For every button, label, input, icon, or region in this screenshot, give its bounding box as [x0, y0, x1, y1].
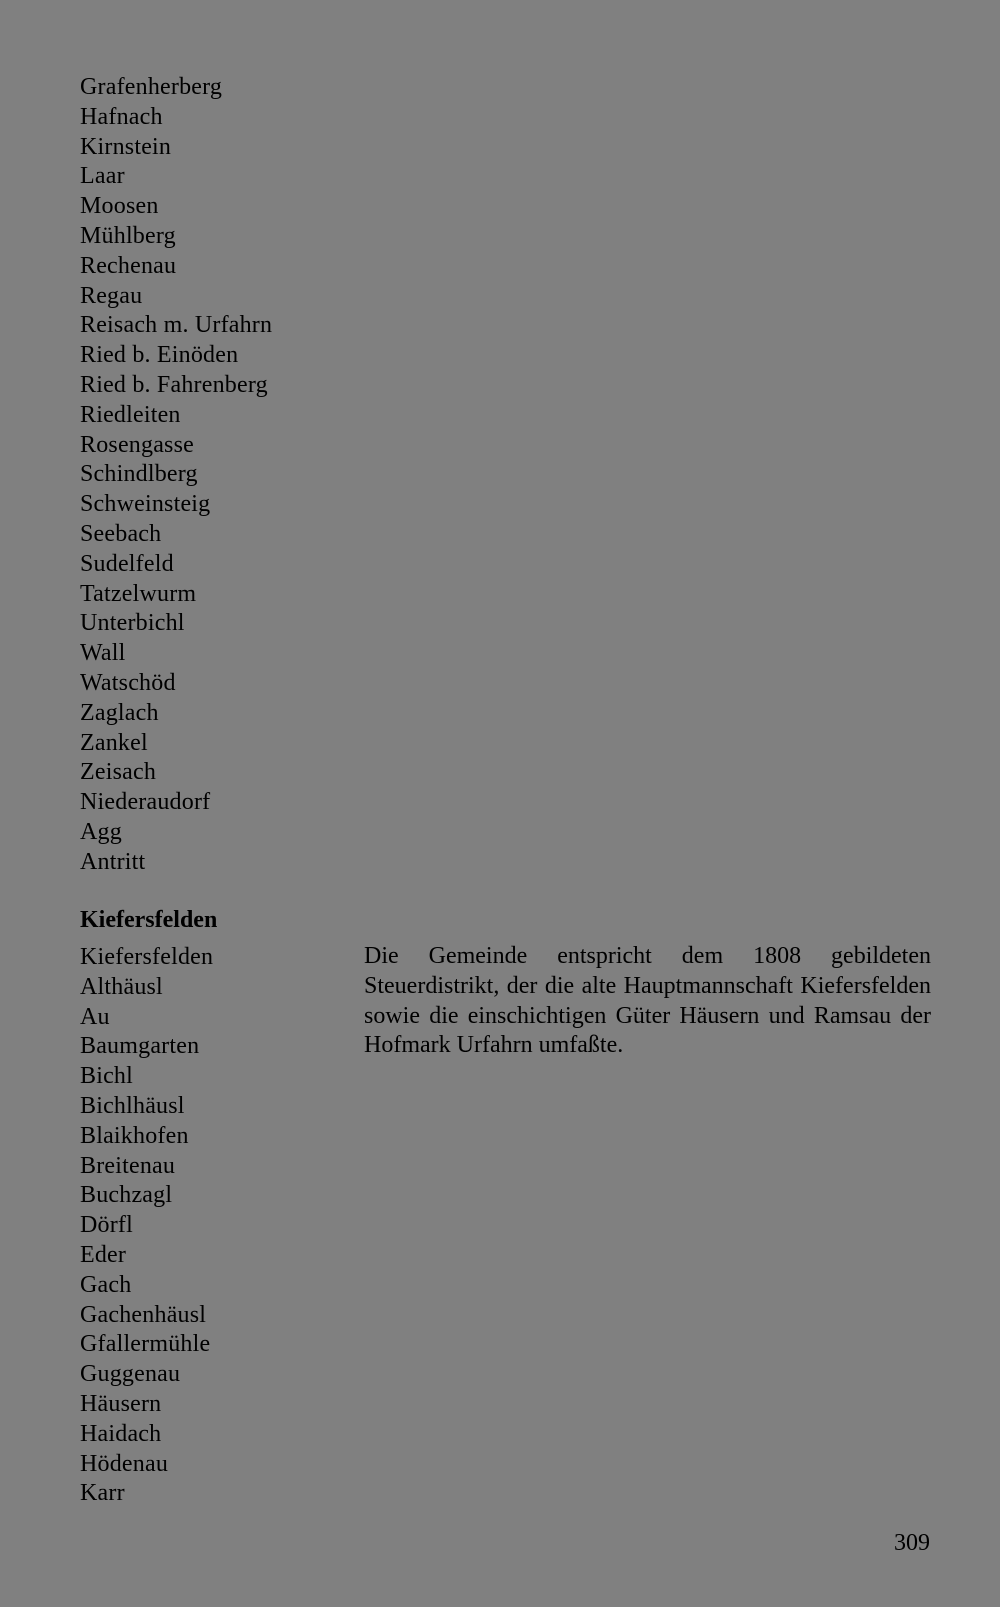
list-item: Tatzelwurm — [80, 580, 197, 607]
list-item: Agg — [80, 818, 122, 845]
list-item: Althäusl — [80, 973, 163, 1000]
list-item: Reisach m. Urfahrn — [80, 312, 273, 339]
list-item: Au — [80, 1003, 110, 1030]
place-list-section — [80, 943, 213, 1509]
list-item: Antritt — [80, 848, 146, 875]
list-item: Bichl — [80, 1063, 133, 1090]
list-item: Kiefersfelden — [80, 944, 214, 970]
list-item: Hafnach — [80, 103, 163, 130]
list-item: Mühlberg — [80, 222, 176, 249]
section-description: Die Gemeinde entspricht dem 1808 gebildeten Steuerdistrikt, der die alte Hauptmannschaft Kiefersfelden sowie die einschichtigen Güter Häusern und Ramsau der Hofmark Urfahrn umfaßte. — [364, 943, 931, 1059]
list-item: Karr — [80, 1480, 125, 1507]
list-item: Zankel — [80, 729, 148, 756]
list-item: Moosen — [80, 193, 159, 220]
list-item: Haidach — [80, 1420, 162, 1447]
list-item: Gach — [80, 1271, 132, 1298]
place-list-top — [80, 73, 272, 878]
list-item: Kirnstein — [80, 133, 172, 160]
list-item: Guggenau — [80, 1361, 181, 1388]
list-item: Dörfl — [80, 1212, 133, 1239]
list-item: Buchzagl — [80, 1182, 173, 1209]
list-item: Watschöd — [80, 669, 176, 696]
list-item: Ried b. Fahrenberg — [80, 371, 268, 398]
list-item: Schindlberg — [80, 461, 198, 488]
list-item: Niederaudorf — [80, 789, 211, 816]
page-number: 309 — [894, 1530, 930, 1556]
list-item: Laar — [80, 163, 125, 190]
list-item: Grafenherberg — [80, 74, 223, 100]
list-item: Ried b. Einöden — [80, 342, 239, 369]
list-item: Bichlhäusl — [80, 1092, 185, 1119]
list-item: Rosengasse — [80, 431, 194, 458]
list-item: Blaikhofen — [80, 1122, 189, 1149]
list-item: Eder — [80, 1241, 127, 1268]
list-item: Riedleiten — [80, 401, 181, 428]
list-item: Gachenhäusl — [80, 1301, 207, 1328]
list-item: Sudelfeld — [80, 550, 174, 577]
list-item: Seebach — [80, 520, 162, 547]
list-item: Baumgarten — [80, 1033, 200, 1060]
list-item: Breitenau — [80, 1152, 176, 1179]
list-item: Regau — [80, 282, 143, 309]
list-item: Zeisach — [80, 759, 157, 786]
list-item: Schweinsteig — [80, 491, 211, 518]
list-item: Rechenau — [80, 252, 177, 279]
section-heading: Kiefersfelden — [80, 907, 218, 933]
list-item: Unterbichl — [80, 610, 185, 637]
list-item: Häusern — [80, 1390, 162, 1417]
list-item: Hödenau — [80, 1450, 169, 1477]
list-item: Zaglach — [80, 699, 159, 726]
list-item: Gfallermühle — [80, 1331, 211, 1358]
list-item: Wall — [80, 640, 126, 667]
